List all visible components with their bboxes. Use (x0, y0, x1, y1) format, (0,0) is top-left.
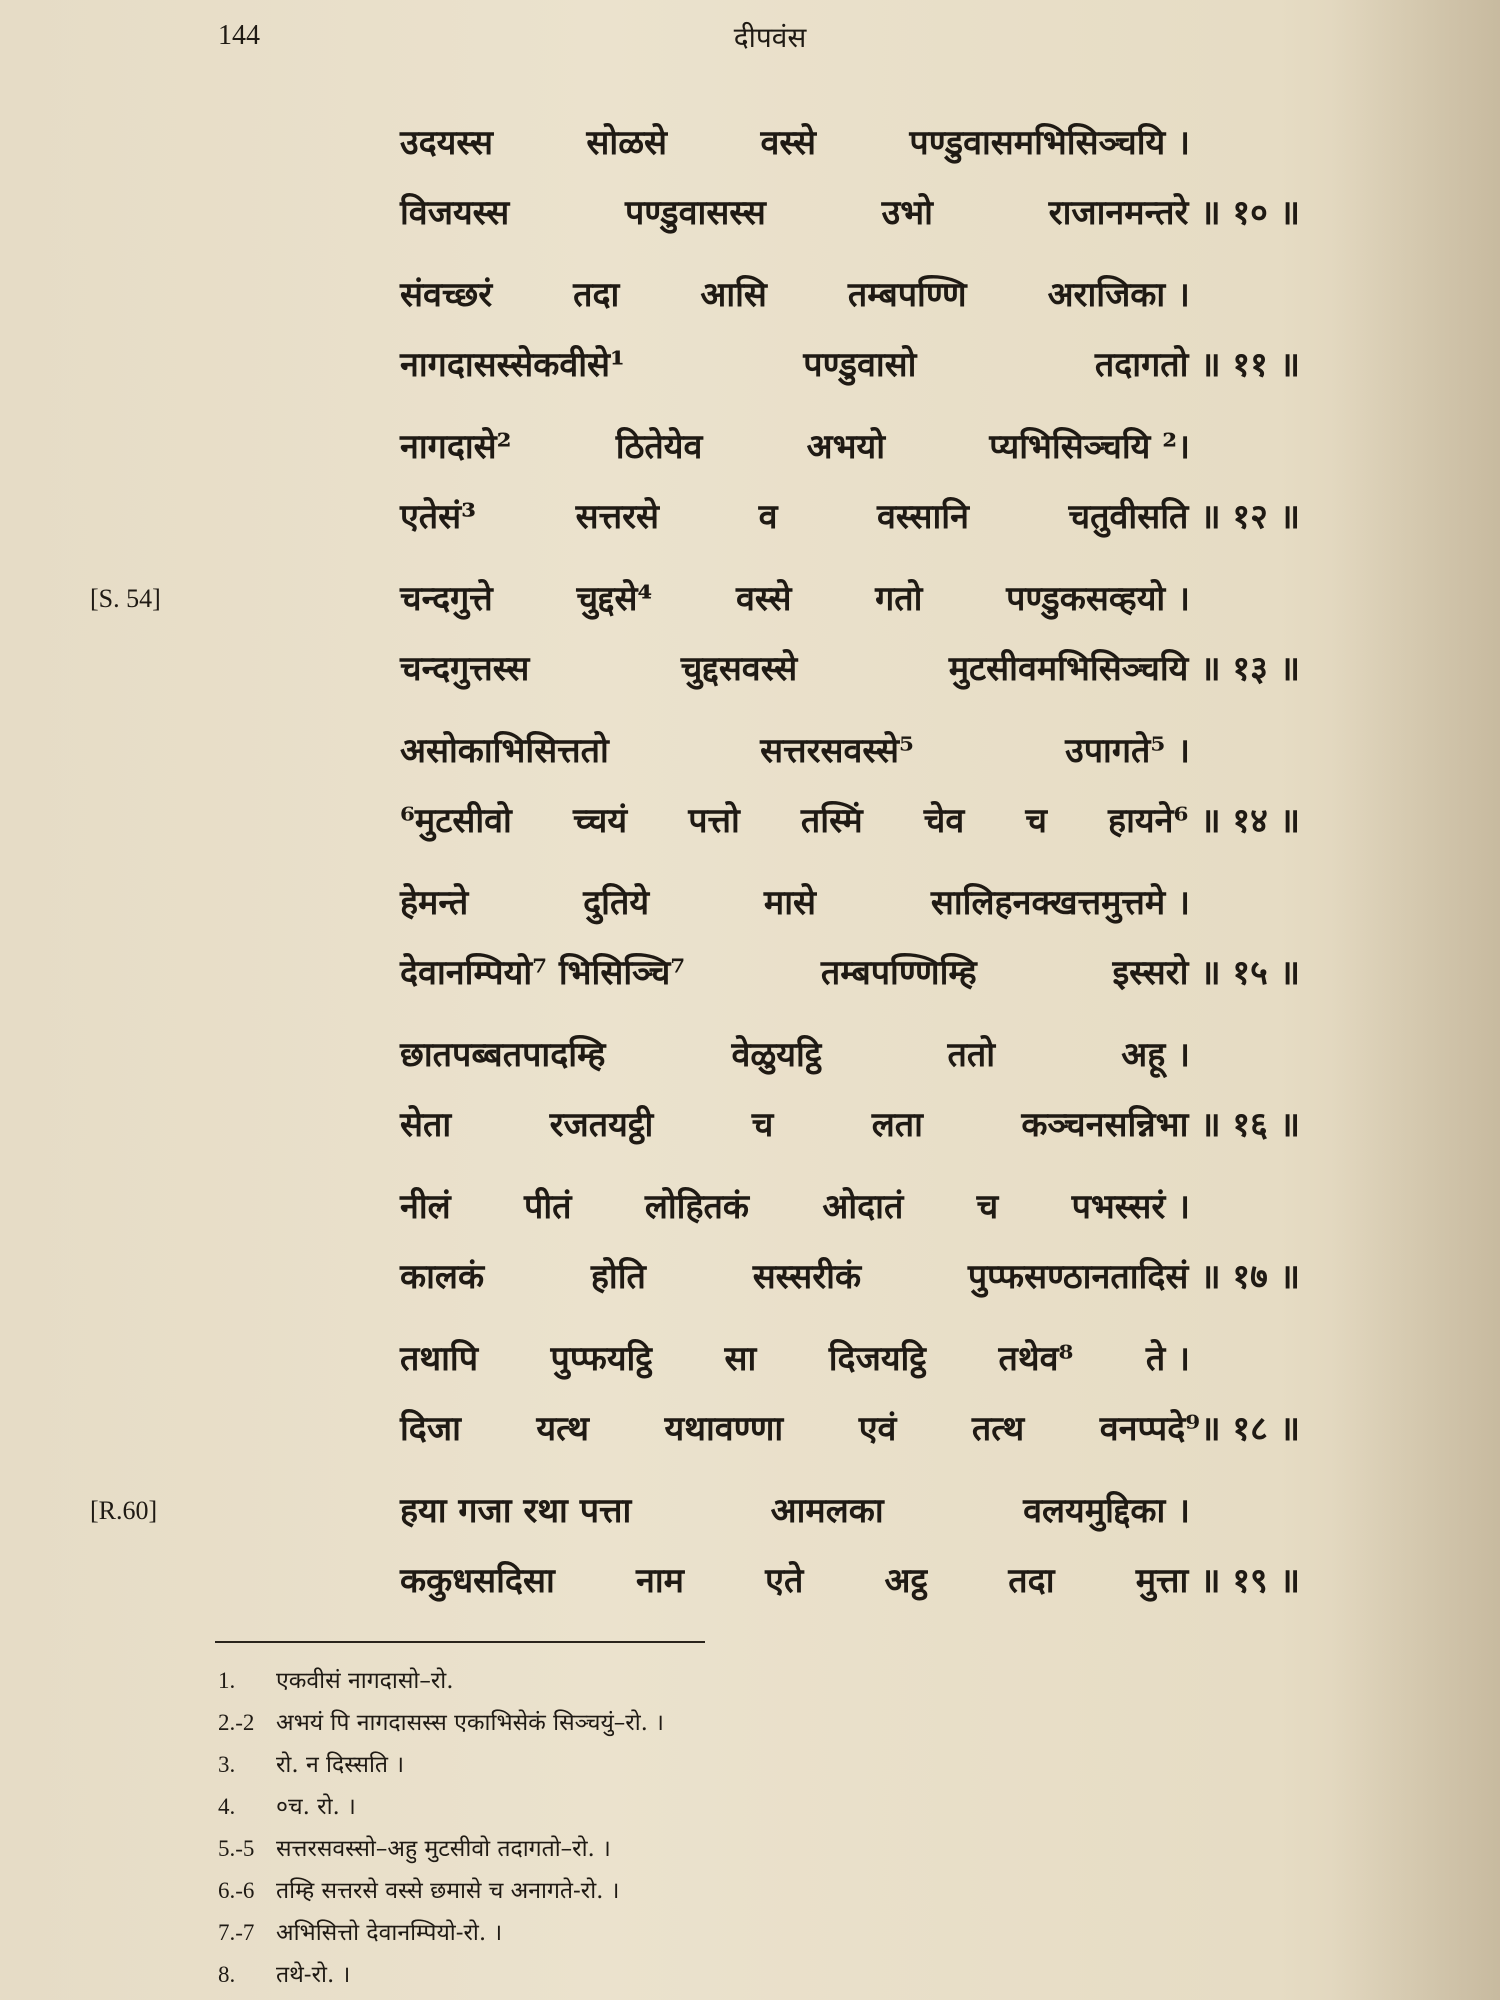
verse-word: यथावण्णा (664, 1409, 784, 1449)
verse-word: अहू । (1121, 1035, 1190, 1075)
verse-word: सालिहनक्खत्तमुत्तमे । (930, 883, 1190, 923)
verse-word: वस्सानि (877, 497, 969, 537)
verse-line (400, 1242, 1300, 1312)
verse-word: वेळुयट्ठि (731, 1035, 822, 1075)
verse-word: नागदासे² (400, 427, 512, 467)
verse-line (400, 482, 1300, 552)
footnote (218, 1954, 1318, 1996)
verse-word: गतो (875, 579, 923, 619)
verse-word: च्चयं (572, 801, 628, 841)
verse-line (400, 634, 1300, 704)
verse-line (400, 108, 1300, 178)
verse-word: दिजा (400, 1409, 461, 1449)
footnote-text: सत्तरसवस्सो–अहु मुटसीवो तदागतो–रो. । (276, 1836, 611, 1862)
verse-word: इस्सरो ॥ १५ ॥ (1112, 953, 1300, 993)
verse-word: नागदासस्सेकवीसे¹ (400, 345, 625, 385)
footnote-number: 3. (218, 1752, 236, 1777)
verse-word: दुतिये (583, 883, 650, 923)
verse-word: असोकाभिसित्ततो (400, 731, 609, 771)
verse-word: देवानम्पियो⁷ भिसिञ्चि⁷ (400, 953, 686, 993)
verse-word: व (758, 497, 778, 537)
stanza (400, 1172, 1300, 1312)
verse-word: अट्ठ (884, 1561, 928, 1601)
page-edge-shadow (1330, 0, 1500, 2000)
verse-word: सोळसे (586, 123, 668, 163)
verse-line (400, 1172, 1300, 1242)
verse-line (400, 260, 1300, 330)
footnote-text: एकवीसं नागदासो–रो. (276, 1668, 454, 1694)
verse-line (400, 1324, 1300, 1394)
verse-line (400, 1020, 1300, 1090)
verse-line (400, 1090, 1300, 1160)
verse-word: हया गजा रथा पत्ता (400, 1491, 632, 1531)
verse-word: मासे (763, 883, 817, 923)
verse-word: होति (590, 1257, 646, 1297)
stanza (400, 868, 1300, 1008)
verse-word: चतुवीसति ॥ १२ ॥ (1068, 497, 1300, 537)
footnote-text: रो. न दिस्सति । (276, 1752, 405, 1778)
verse-word: एवं (858, 1409, 897, 1449)
footnote (218, 1744, 1318, 1786)
verse-word: लोहितकं (644, 1187, 750, 1227)
footnote (218, 1870, 1318, 1912)
verse-word: वस्से (760, 123, 816, 163)
verse-word: दिजयट्ठि (828, 1339, 926, 1379)
verse-word: ककुधसदिसा (400, 1561, 555, 1601)
verse-word: हेमन्ते (400, 883, 469, 923)
verse-word: उपागते⁵ । (1065, 731, 1190, 771)
verse-word: वस्से (736, 579, 792, 619)
footnote-text: अभिसित्तो देवानम्पियो-रो. । (276, 1920, 503, 1946)
verse-word: प्यभिसिञ्चयि ²। (989, 427, 1190, 467)
footnote-text: ०च. रो. । (276, 1794, 356, 1820)
verse-word: सेता (400, 1105, 452, 1145)
verse-word: चन्दगुत्ते (400, 579, 493, 619)
verse-word: उभो (881, 193, 933, 233)
verse-word: तस्मिं (800, 801, 863, 841)
page-number: 144 (218, 20, 260, 51)
verse-word: चन्दगुत्तस्स (400, 649, 530, 689)
verse-line (400, 1546, 1300, 1616)
verse-line (400, 330, 1300, 400)
verse-word: तदा (573, 275, 620, 315)
verse-word: सत्तरसे (575, 497, 659, 537)
stanza (400, 412, 1300, 552)
stanza (400, 716, 1300, 856)
verse-word: वनप्पदे⁹॥ १८ ॥ (1099, 1409, 1300, 1449)
verse-word: कञ्चनसन्निभा ॥ १६ ॥ (1021, 1105, 1300, 1145)
verse-word: ⁶मुटसीवो (400, 801, 512, 841)
footnote-number: 6.-6 (218, 1878, 255, 1903)
verse-word: पुप्फसण्ठानतादिसं ॥ १७ ॥ (967, 1257, 1300, 1297)
verse-word: उदयस्स (400, 123, 493, 163)
verse-line (400, 1476, 1300, 1546)
verse-word: पण्डुवासस्स (624, 193, 766, 233)
verse-word: पुप्फयट्ठि (550, 1339, 652, 1379)
footnote-number: 2.-2 (218, 1710, 255, 1735)
verse-word: पण्डुवासो (803, 345, 917, 385)
verse-line (400, 938, 1300, 1008)
verse-word: च (751, 1105, 774, 1145)
verse-word: पण्डुवासमभिसिञ्चयि । (909, 123, 1190, 163)
verse-word: मुत्ता ॥ १९ ॥ (1135, 1561, 1300, 1601)
stanza (90, 564, 1300, 704)
footnote-text: तम्हि सत्तरसे वस्से छमासे च अनागते-रो. । (276, 1878, 620, 1904)
verse-word: अराजिका । (1047, 275, 1190, 315)
verse-word: सत्तरसवस्से⁵ (760, 731, 914, 771)
verse-word: नीलं (400, 1187, 451, 1227)
verse-word: तदा (1008, 1561, 1055, 1601)
margin-reference: [S. 54] (90, 584, 161, 613)
verse-word: वलयमुद्दिका । (1023, 1491, 1190, 1531)
verse-word: आमलका (770, 1491, 884, 1531)
verse-word: सा (724, 1339, 757, 1379)
verse-word: पभस्सरं । (1071, 1187, 1190, 1227)
verse-word: पण्डुकसव्हयो । (1006, 579, 1190, 619)
stanza (400, 108, 1300, 248)
verse-word: तम्बपण्णिम्हि (820, 953, 977, 993)
footnote-number: 8. (218, 1962, 236, 1987)
verse-word: संवच्छरं (400, 275, 493, 315)
footnote-number: 1. (218, 1668, 236, 1693)
verse-word: पीतं (524, 1187, 572, 1227)
verse-word: विजयस्स (400, 193, 510, 233)
footnote-rule (215, 1641, 705, 1643)
verse-line (400, 786, 1300, 856)
verse-word: ओदातं (822, 1187, 904, 1227)
verse-word: आसि (700, 275, 767, 315)
verse-word: कालकं (400, 1257, 485, 1297)
footnote-text: तथे-रो. । (276, 1962, 351, 1988)
footnote-text: अभयं पि नागदासस्स एकाभिसेकं सिञ्चयुं–रो. । (276, 1710, 664, 1736)
stanza (90, 1476, 1300, 1616)
verse-line (400, 412, 1300, 482)
footnotes (218, 1660, 1318, 1996)
verse-word: एते (765, 1561, 804, 1601)
footnote (218, 1786, 1318, 1828)
verse-word: तत्थ (971, 1409, 1025, 1449)
footnote-number: 4. (218, 1794, 236, 1819)
verse-word: ततो (947, 1035, 996, 1075)
margin-reference: [R.60] (90, 1496, 158, 1525)
verse-word: हायने⁶ ॥ १४ ॥ (1108, 801, 1300, 841)
verse-word: एतेसं³ (400, 497, 477, 537)
verse-word: ठितेयेव (615, 427, 703, 467)
verse-word: नाम (635, 1561, 684, 1601)
verse-word: छातपब्बतपादम्हि (400, 1035, 606, 1075)
verse-word: तथापि (400, 1339, 479, 1379)
verse-word: राजानमन्तरे ॥ १० ॥ (1048, 193, 1300, 233)
verse-line (400, 564, 1300, 634)
verse-word: च (976, 1187, 999, 1227)
verse-word: चुद्दसवस्से (680, 649, 798, 689)
verse-line (400, 178, 1300, 248)
verse-word: तम्बपण्णि (847, 275, 967, 315)
verse-word: चुद्दसे⁴ (576, 579, 653, 619)
footnote-number: 7.-7 (218, 1920, 255, 1945)
stanza (400, 1324, 1300, 1464)
verse-word: मुटसीवमभिसिञ्चयि ॥ १३ ॥ (948, 649, 1300, 689)
verse-word: तदागतो ॥ ११ ॥ (1094, 345, 1300, 385)
verse-word: सस्सरीकं (752, 1257, 862, 1297)
verse-word: तथेव⁸ (998, 1339, 1074, 1379)
stanza (400, 1020, 1300, 1160)
verse-word: रजतयट्ठी (549, 1105, 654, 1145)
stanza (400, 260, 1300, 400)
footnote (218, 1660, 1318, 1702)
verse-line (400, 868, 1300, 938)
verse-word: च (1025, 801, 1047, 841)
verse-word: चेव (923, 801, 965, 841)
footnote-number: 5.-5 (218, 1836, 255, 1861)
verse-word: लता (871, 1105, 923, 1145)
verse-line (400, 716, 1300, 786)
verse-block (90, 108, 1300, 1628)
verse-word: यत्थ (536, 1409, 590, 1449)
footnote (218, 1702, 1318, 1744)
footnote (218, 1828, 1318, 1870)
verse-word: ते । (1145, 1339, 1190, 1379)
running-head: दीपवंस (733, 21, 807, 54)
footnote (218, 1912, 1318, 1954)
verse-line (400, 1394, 1300, 1464)
verse-word: पत्तो (688, 801, 740, 841)
verse-word: अभयो (806, 427, 886, 467)
